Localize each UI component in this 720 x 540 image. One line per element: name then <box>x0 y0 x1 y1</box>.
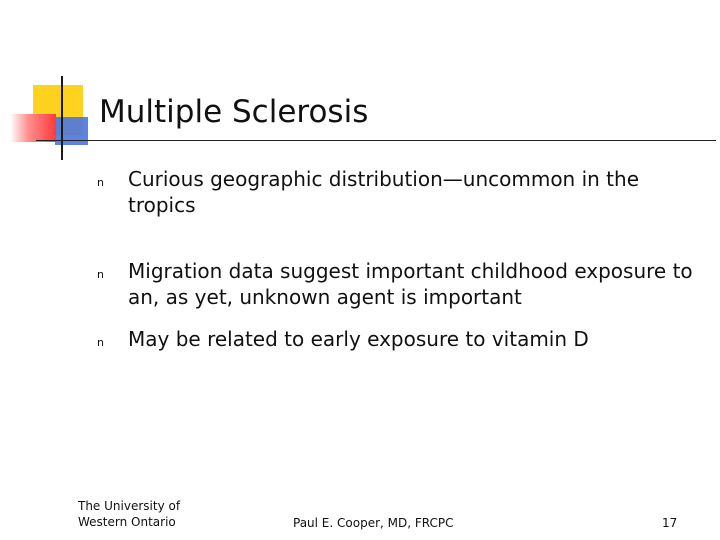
bullet-text-2: Migration data suggest important childhood exposure to an, as yet, unknown agent is important <box>128 259 693 309</box>
decor-vertical-rule <box>61 76 63 160</box>
bullet-marker: n <box>97 268 104 281</box>
footer-author: Paul E. Cooper, MD, FRCPC <box>293 516 454 530</box>
bullet-text-1: Curious geographic distribution—uncommon in the tropics <box>128 167 640 217</box>
title-underline-rule <box>36 140 716 141</box>
bullet-text-3: May be related to early exposure to vitamin D <box>128 327 589 351</box>
decor-red-gradient-bar <box>10 114 56 142</box>
footer-page-number: 17 <box>662 516 678 530</box>
footer-institution: The University of Western Ontario <box>78 499 181 529</box>
bullet-marker: n <box>97 176 104 189</box>
slide-title: Multiple Sclerosis <box>99 94 369 130</box>
bullet-marker: n <box>97 336 104 349</box>
